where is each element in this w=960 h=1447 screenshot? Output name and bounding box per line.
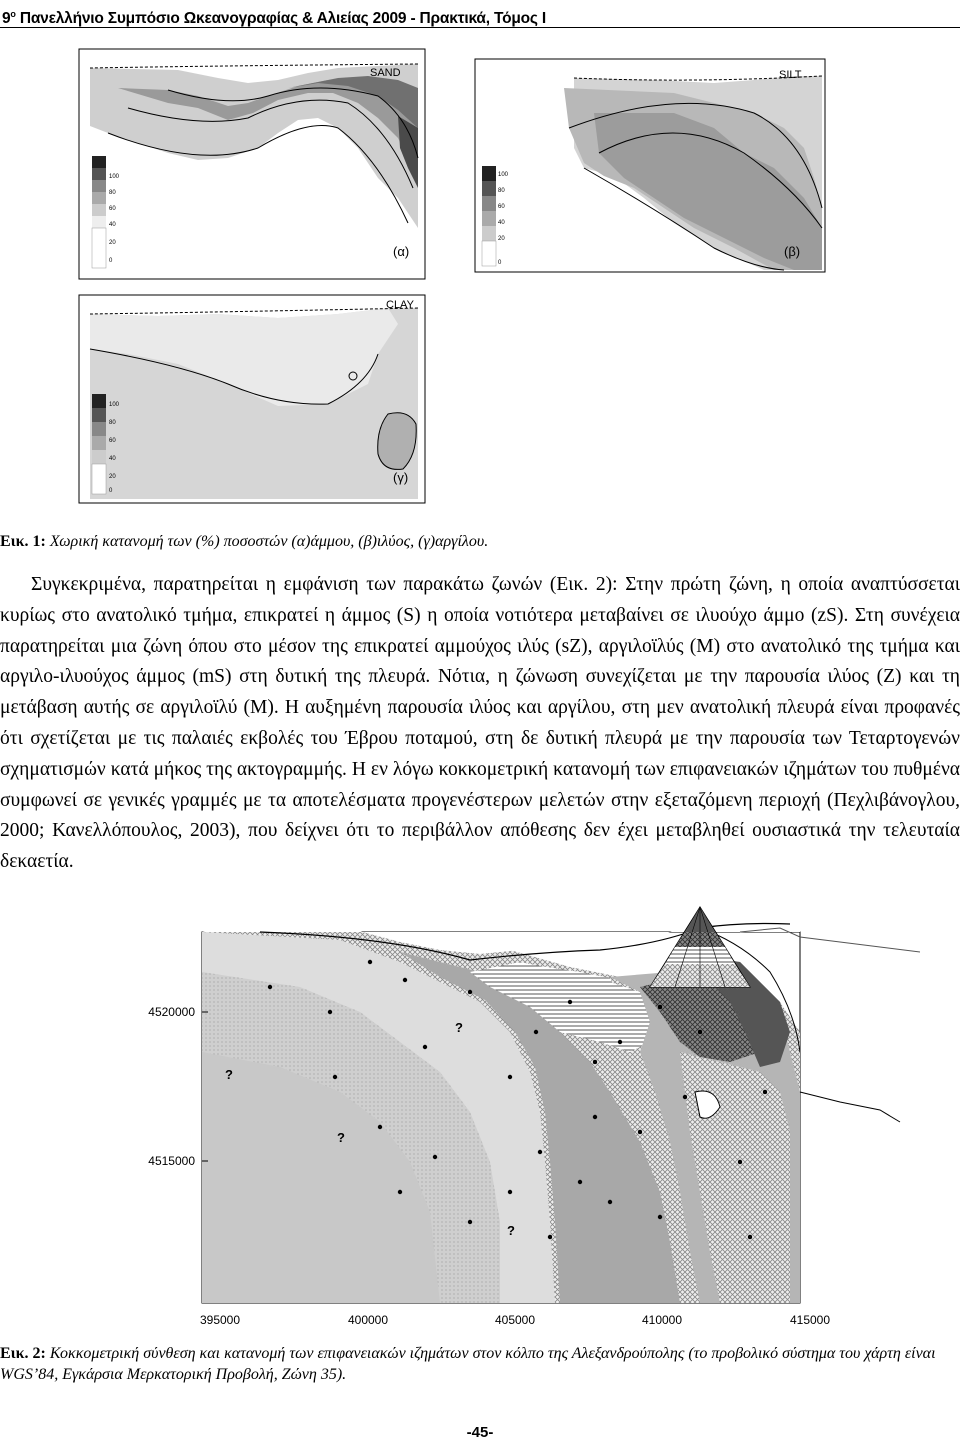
sample-point	[508, 1190, 512, 1194]
sample-point	[368, 960, 372, 964]
header-text: Πανελλήνιο Συμπόσιο Ωκεανογραφίας & Αλιείας 2009 - Πρακτικά, Τόμος Ι	[19, 10, 546, 28]
panel-b-label: (β)	[784, 244, 801, 259]
unknown-marker: ?	[455, 1020, 463, 1035]
x-tick-400000: 400000	[347, 1313, 389, 1327]
body-paragraph: Συγκεκριμένα, παρατηρείται η εμφάνιση των παρακάτω ζωνών (Εικ. 2): Στην πρώτη ζώνη, η οποία αναπτύσσεται κυρίως στο ανατολικό τμήμα, επικρατεί η άμμος (S) η οποία νοτιότερα μεταβαίνει σε ιλυούχο άμμο (zS). Στη συνέχεια παρατηρείται μια ζώνη όπου στο μέσον της επικρατεί αμμούχος ιλύς (sZ), αργιλοϊλύς (M) στο ανατολικό της τμήμα και αργιλο-ιλυούχος άμμος (mS) στη δυτική της πλευρά. Νότια, η ζώνωση συνεχίζεται με την παρουσία ιλύος (Z) και τη μετάβαση αυτής σε αργιλοϊλύ (M). Η αυξημένη παρουσία ιλύος και αργίλου, στη μεν ανατολική πλευρά είναι προφανές ότι σχετίζεται με τις παλαιές εκβολές του Έβρου ποταμού, στη δε δυτική πλευρά με την παρουσία των Τεταρτογενών σχηματισμών κατά μήκος της ακτογραμμής. Η εν λόγω κοκκομετρική κατανομή των επιφανειακών ιζημάτων του πυθμένα συμφωνεί σε γενικές γραμμές με τα αποτελέσματα προγενέστερων μελετών στην εξεταζόμενη περιοχή (Πεχλιβάνογλου, 2000; Κανελλόπουλος, 2003), που δείχνει ότι το περιβάλλον απόθεσης δεν έχει μεταβληθεί ουσιαστικά την τελευταία δεκαετία.	[0, 574, 960, 873]
panel-a-title: SAND	[370, 67, 401, 79]
sample-point	[468, 1220, 472, 1224]
sample-point	[433, 1155, 437, 1159]
sample-point	[378, 1125, 382, 1129]
x-tick-415000: 415000	[789, 1313, 831, 1327]
sample-point	[268, 985, 272, 989]
sample-point	[403, 978, 407, 982]
unknown-marker: ?	[225, 1067, 233, 1082]
sample-point	[578, 1180, 582, 1184]
unknown-marker: ?	[507, 1223, 515, 1238]
sample-point	[683, 1095, 687, 1099]
x-tick-395000: 395000	[199, 1313, 241, 1327]
sample-point	[468, 990, 472, 994]
legend-a-0: 100	[109, 174, 120, 180]
legend-c-0: 100	[109, 402, 120, 408]
figure1-panel-a	[78, 48, 426, 280]
x-tick-405000: 405000	[494, 1313, 536, 1327]
sample-point	[658, 1005, 662, 1009]
figure1-caption-label: Εικ. 1:	[0, 533, 46, 550]
legend-a-4: 20	[109, 240, 116, 246]
sample-point	[698, 1030, 702, 1034]
sample-point	[423, 1045, 427, 1049]
body-text	[0, 570, 960, 878]
sample-point	[738, 1160, 742, 1164]
legend-c-3: 40	[109, 456, 116, 462]
sample-point	[328, 1010, 332, 1014]
panel-c-title: CLAY	[386, 299, 414, 311]
figure2-caption	[0, 1343, 960, 1385]
figure1-caption	[0, 531, 960, 552]
legend-b-1: 80	[498, 188, 505, 194]
y-tick-4515000: 4515000	[148, 1154, 195, 1168]
sample-point	[333, 1075, 337, 1079]
figure1-panel-c	[78, 294, 426, 504]
legend-b-0: 100	[498, 172, 509, 178]
legend-a-2: 60	[109, 206, 116, 212]
figure1-caption-text: Χωρική κατανομή των (%) ποσοστών (α)άμμου, (β)ιλύος, (γ)αργίλου.	[45, 533, 489, 550]
sample-point	[748, 1235, 752, 1239]
unknown-marker: ?	[337, 1130, 345, 1145]
sample-point	[593, 1060, 597, 1064]
sample-point	[618, 1040, 622, 1044]
sample-point	[538, 1150, 542, 1154]
panel-a-label: (α)	[393, 244, 410, 259]
sample-point	[658, 1215, 662, 1219]
legend-b-3: 40	[498, 220, 505, 226]
sample-point	[534, 1030, 538, 1034]
sample-point	[763, 1090, 767, 1094]
sample-point	[593, 1115, 597, 1119]
running-header	[0, 0, 960, 28]
sample-point	[638, 1130, 642, 1134]
legend-c-2: 60	[109, 438, 116, 444]
header-superscript: ο	[10, 9, 16, 19]
figure2-caption-label: Εικ. 2:	[0, 1345, 46, 1362]
legend-b-5: 0	[498, 260, 502, 266]
legend-b-2: 60	[498, 204, 505, 210]
page-number: -45-	[466, 1424, 494, 1441]
figure2-map	[140, 892, 940, 1330]
legend-c-5: 0	[109, 488, 113, 494]
legend-a-1: 80	[109, 190, 116, 196]
x-tick-410000: 410000	[641, 1313, 683, 1327]
figure1-panel-b	[474, 58, 826, 273]
sample-point	[398, 1190, 402, 1194]
panel-c-label: (γ)	[393, 470, 409, 485]
legend-b-4: 20	[498, 236, 505, 242]
panel-b-title: SILT	[779, 69, 802, 81]
legend-a-5: 0	[109, 258, 113, 264]
legend-a-3: 40	[109, 222, 116, 228]
sample-point	[568, 1000, 572, 1004]
figure2-caption-text: Κοκκομετρική σύνθεση και κατανομή των επιφανειακών ιζημάτων στον κόλπο της Αλεξανδρούπολης (το προβολικό σύστημα του χάρτη είναι WGS’84, Εγκάρσια Μερκατορική Προβολή, Ζώνη 35).	[0, 1345, 936, 1383]
sample-point	[508, 1075, 512, 1079]
header-number: 9	[2, 10, 11, 28]
sample-point	[548, 1235, 552, 1239]
y-tick-4520000: 4520000	[148, 1005, 195, 1019]
legend-c-4: 20	[109, 474, 116, 480]
legend-c-1: 80	[109, 420, 116, 426]
sample-point	[608, 1200, 612, 1204]
